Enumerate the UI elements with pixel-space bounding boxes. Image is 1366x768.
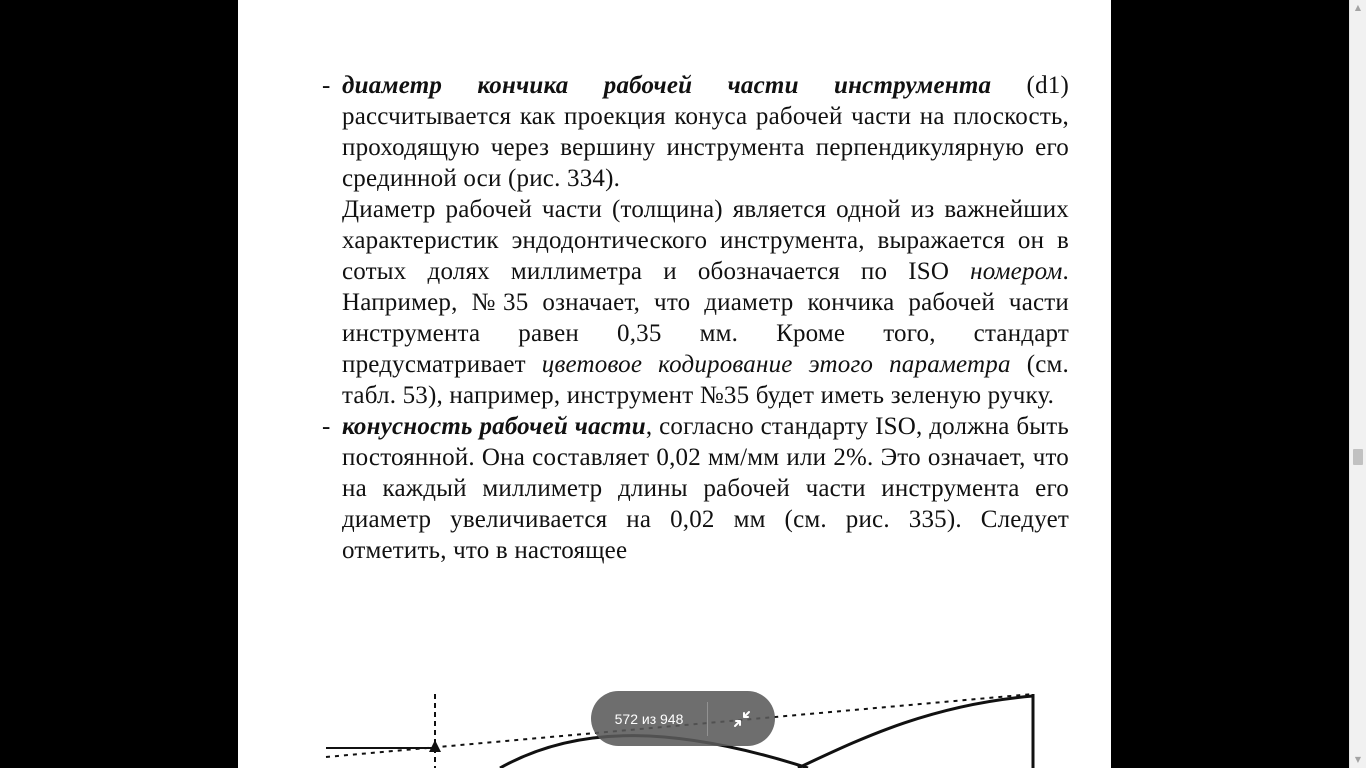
emphasized-term: номером	[970, 258, 1063, 285]
emphasized-term: диаметр кончика рабочей части инструмента	[342, 72, 992, 99]
page-counter: 572 из 948	[614, 710, 684, 727]
list-dash: -	[322, 413, 331, 440]
paragraph-text: , согласно стандарту ISO, должна быть постоянной. Она составляет 0,02 мм/мм или 2%. Это означает, что на каждый миллиметр длины рабочей части инструмента его диаметр увеличивается на 0,02 мм (см. рис. 335). Следует отметить, что в настоящее	[342, 413, 1069, 564]
scroll-down-arrow-icon[interactable]: ▼	[1354, 755, 1362, 764]
page-text	[322, 70, 1069, 566]
exit-fullscreen-button[interactable]	[708, 691, 775, 746]
emphasized-term: конусность рабочей части	[342, 413, 646, 440]
exit-fullscreen-icon	[733, 710, 751, 728]
paragraph	[322, 70, 1069, 194]
scroll-thumb[interactable]	[1353, 449, 1363, 465]
page-navigation-pill	[591, 691, 775, 746]
document-page	[238, 0, 1111, 768]
figure-tip-marker	[429, 740, 441, 752]
emphasized-term: цветовое кодирование этого параметра	[541, 351, 1011, 378]
paragraph-text: (d1) рассчитывается как проекция конуса рабочей части на плоскость, проходящую через вершину инструмента перпендикулярную его срединной оси (рис. 334).	[342, 72, 1069, 192]
vertical-scrollbar[interactable]	[1349, 0, 1366, 768]
figure-instrument-right-curve	[798, 696, 1033, 768]
paragraph	[342, 194, 1069, 411]
list-dash: -	[322, 72, 331, 99]
paragraph-text: . Например, №35 означает, что диаметр кончика рабочей части инструмента равен 0,35 мм. Кроме того, стандарт предусматривает	[342, 258, 1069, 378]
paragraph	[322, 411, 1069, 566]
scroll-up-arrow-icon[interactable]: ▲	[1354, 3, 1362, 12]
paragraph-text: Диаметр рабочей части (толщина) является одной из важнейших характеристик эндодонтического инструмента, выражается он в сотых долях миллиметра и обозначается по ISO	[342, 196, 1069, 285]
paragraph-text: (см. табл. 53), например, инструмент №35 будет иметь зеленую ручку.	[342, 351, 1069, 409]
